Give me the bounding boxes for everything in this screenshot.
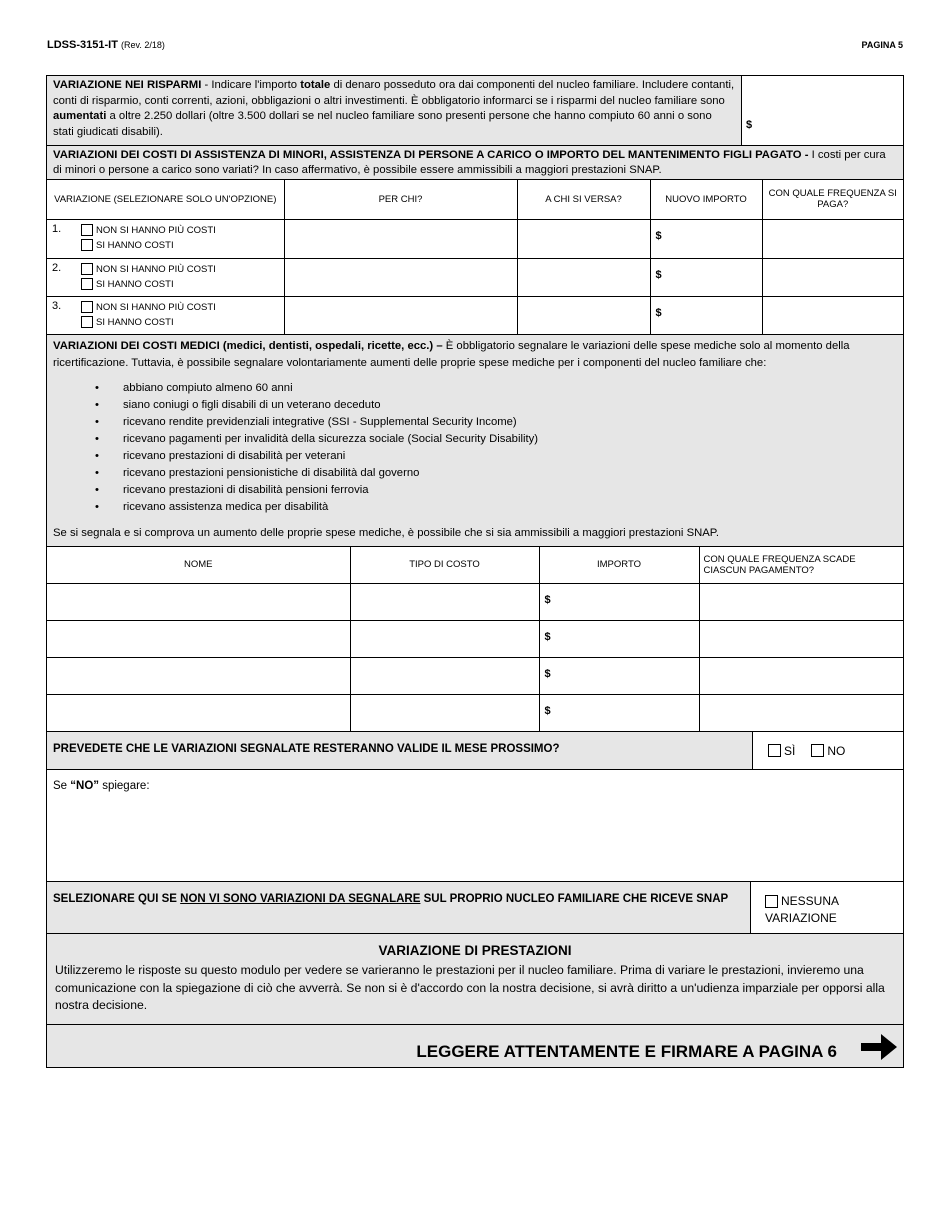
col-header-paid-to: A CHI SI VERSA?: [517, 180, 650, 219]
row-number: 2.: [52, 261, 62, 274]
cost-type-field[interactable]: [350, 620, 539, 657]
payment-frequency-field[interactable]: [699, 657, 903, 694]
has-costs-checkbox[interactable]: [81, 316, 93, 328]
name-field[interactable]: [47, 694, 350, 731]
name-field[interactable]: [47, 620, 350, 657]
paid-to-field[interactable]: [517, 258, 650, 296]
no-more-costs-checkbox[interactable]: [81, 263, 93, 275]
page-number: PAGINA 5: [861, 40, 903, 50]
col-header-change: VARIAZIONE (SELEZIONARE SOLO UN'OPZIONE): [47, 180, 284, 219]
col-header-new-amount: NUOVO IMPORTO: [650, 180, 762, 219]
benefit-change-title: VARIAZIONE DI PRESTAZIONI: [378, 943, 572, 958]
no-checkbox[interactable]: [811, 744, 824, 757]
for-whom-field[interactable]: [284, 296, 517, 334]
table-row: [47, 583, 903, 620]
cost-type-field[interactable]: [350, 583, 539, 620]
col-header-payment-frequency: CON QUALE FREQUENZA SCADE CIASCUN PAGAMENTO?: [699, 547, 903, 583]
option-label: SI HANNO COSTI: [96, 278, 174, 290]
list-item: • ricevano assistenza medica per disabilità: [53, 499, 897, 516]
currency-symbol: $: [746, 119, 753, 131]
col-header-for-whom: PER CHI?: [284, 180, 517, 219]
list-item: • ricevano prestazioni di disabilità pensioni ferrovia: [53, 482, 897, 499]
no-change-checkbox[interactable]: [765, 895, 778, 908]
new-amount-field[interactable]: $: [650, 296, 762, 334]
eligibility-list: [53, 380, 897, 516]
frequency-field[interactable]: [762, 258, 903, 296]
no-more-costs-checkbox[interactable]: [81, 301, 93, 313]
yes-no-options: [753, 732, 903, 769]
no-change-option: [751, 882, 903, 933]
row-number: 1.: [52, 222, 62, 235]
no-change-label-2: VARIAZIONE: [765, 911, 837, 925]
no-change-section: [47, 882, 903, 934]
list-item: • ricevano rendite previdenziali integrative (SSI - Supplemental Security Income): [53, 414, 897, 431]
form-page: [46, 75, 904, 1068]
care-row: [47, 296, 903, 334]
has-costs-checkbox[interactable]: [81, 239, 93, 251]
medical-costs-section: [47, 335, 903, 547]
col-header-name: NOME: [47, 547, 350, 583]
medical-costs-table: [47, 547, 903, 732]
medical-note: Se si segnala e si comprova un aumento delle proprie spese mediche, è possibile che si sia ammissibili a maggiori prestazioni SNAP.: [53, 527, 720, 539]
table-row: [47, 694, 903, 731]
cost-type-field[interactable]: [350, 694, 539, 731]
arrow-right-icon: [859, 1031, 899, 1063]
no-change-text: SELEZIONARE QUI SE NON VI SONO VARIAZIONI DA SEGNALARE SUL PROPRIO NUCLEO FAMILIARE CHE RICEVE SNAP: [47, 882, 751, 933]
for-whom-field[interactable]: [284, 219, 517, 258]
no-change-label: NESSUNA: [781, 894, 840, 908]
payment-frequency-field[interactable]: [699, 583, 903, 620]
question-text: PREVEDETE CHE LE VARIAZIONI SEGNALATE RESTERANNO VALIDE IL MESE PROSSIMO?: [47, 732, 753, 769]
has-costs-checkbox[interactable]: [81, 278, 93, 290]
benefit-change-text: Utilizzeremo le risposte su questo modulo per vedere se varieranno le prestazioni per il nucleo familiare. Prima di variare le prestazioni, invieremo una comunicazione con la spiegazione di ciò che avverrà. Se non si è d'accordo con la nostra decisione, si avrà diritto a un'udienza imparziale per opporsi alla nostra decisione.: [55, 963, 885, 1012]
list-item: • ricevano prestazioni pensionistiche di disabilità dal governo: [53, 465, 897, 482]
option-label: NON SI HANNO PIÙ COSTI: [96, 263, 216, 275]
option-label: SI HANNO COSTI: [96, 316, 174, 328]
name-field[interactable]: [47, 657, 350, 694]
no-label: NO: [827, 743, 846, 758]
list-item: • ricevano prestazioni di disabilità per veterani: [53, 448, 897, 465]
no-more-costs-checkbox[interactable]: [81, 224, 93, 236]
option-label: SI HANNO COSTI: [96, 239, 174, 251]
paid-to-field[interactable]: [517, 296, 650, 334]
new-amount-field[interactable]: $: [650, 219, 762, 258]
yes-label: SÌ: [784, 743, 796, 758]
footer-banner: [47, 1025, 903, 1067]
amount-field[interactable]: $: [539, 620, 699, 657]
amount-field[interactable]: $: [539, 583, 699, 620]
for-whom-field[interactable]: [284, 258, 517, 296]
cost-type-field[interactable]: [350, 657, 539, 694]
next-month-question: [47, 732, 903, 770]
yes-checkbox[interactable]: [768, 744, 781, 757]
medical-costs-heading: VARIAZIONI DEI COSTI MEDICI (medici, dentisti, ospedali, ricette, ecc.) – È obbligatorio segnalare le variazioni delle spese mediche solo al momento della ricertificazione. Tuttavia, è possibile segnalare volontariamente aumenti delle proprie spese mediche per i componenti del nucleo familiare che:: [53, 340, 850, 369]
col-header-amount: IMPORTO: [539, 547, 699, 583]
care-costs-heading: VARIAZIONI DEI COSTI DI ASSISTENZA DI MINORI, ASSISTENZA DI PERSONE A CARICO O IMPORTO DEL MANTENIMENTO FIGLI PAGATO - I costi per cura di minori o persone a carico sono variati? In caso affermativo, è possibile essere ammissibili a maggiori prestazioni SNAP.: [47, 146, 903, 180]
care-row: [47, 258, 903, 296]
new-amount-field[interactable]: $: [650, 258, 762, 296]
list-item: • abbiano compiuto almeno 60 anni: [53, 380, 897, 397]
row-number: 3.: [52, 299, 62, 312]
care-costs-table: [47, 180, 903, 335]
option-label: NON SI HANNO PIÙ COSTI: [96, 224, 216, 236]
option-label: NON SI HANNO PIÙ COSTI: [96, 301, 216, 313]
frequency-field[interactable]: [762, 296, 903, 334]
col-header-frequency: CON QUALE FREQUENZA SI PAGA?: [762, 180, 903, 219]
explain-field[interactable]: Se “NO” spiegare:: [47, 770, 903, 882]
payment-frequency-field[interactable]: [699, 620, 903, 657]
form-id: LDSS-3151-IT (Rev. 2/18): [47, 39, 165, 51]
col-header-cost-type: TIPO DI COSTO: [350, 547, 539, 583]
table-row: [47, 657, 903, 694]
savings-section: [47, 76, 903, 146]
amount-field[interactable]: $: [539, 694, 699, 731]
form-revision: (Rev. 2/18): [120, 40, 165, 50]
paid-to-field[interactable]: [517, 219, 650, 258]
footer-text: LEGGERE ATTENTAMENTE E FIRMARE A PAGINA 6: [416, 1042, 837, 1061]
savings-amount-field[interactable]: [742, 76, 903, 145]
benefit-change-section: [47, 934, 903, 1025]
care-row: [47, 219, 903, 258]
payment-frequency-field[interactable]: [699, 694, 903, 731]
savings-text: VARIAZIONE NEI RISPARMI - Indicare l'importo totale di denaro posseduto ora dai componenti del nucleo familiare. Includere contanti, conti di risparmio, conti correnti, azioni, obbligazioni o altri investimenti. È obbligatorio informarci se i risparmi del nucleo familiare sono aumentati a oltre 2.250 dollari (oltre 3.500 dollari se nel nucleo familiare sono presenti persone che hanno compiuto 60 anni o sono stati giudicati disabili).: [47, 76, 742, 145]
list-item: • siano coniugi o figli disabili di un veterano deceduto: [53, 397, 897, 414]
frequency-field[interactable]: [762, 219, 903, 258]
name-field[interactable]: [47, 583, 350, 620]
list-item: • ricevano pagamenti per invalidità della sicurezza sociale (Social Security Disability): [53, 431, 897, 448]
amount-field[interactable]: $: [539, 657, 699, 694]
table-row: [47, 620, 903, 657]
